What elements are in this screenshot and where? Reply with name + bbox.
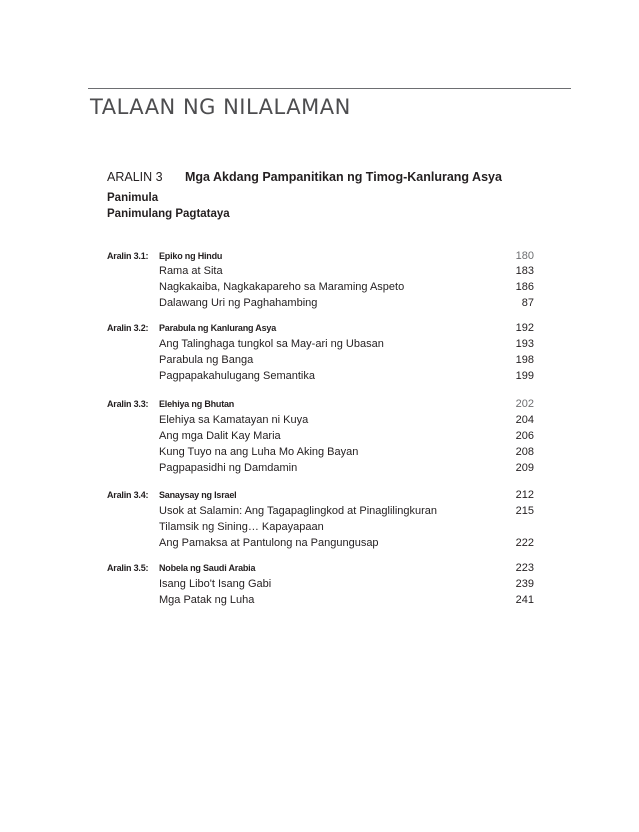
page-number: 199 — [515, 370, 534, 382]
section-label: Aralin 3.4: — [107, 490, 149, 500]
toc-entry[interactable]: Tilamsik ng Sining… Kapayapaan — [159, 521, 324, 533]
top-divider — [88, 88, 571, 89]
toc-entry[interactable]: Usok at Salamin: Ang Tagapaglingkod at Pinaglilingkuran — [159, 505, 438, 517]
page-number: 206 — [515, 430, 534, 442]
page-number: 215 — [515, 505, 534, 517]
page-number: 180 — [515, 250, 534, 262]
lesson-number: ARALIN 3 — [107, 170, 163, 184]
page-number: 241 — [515, 594, 534, 606]
page-number: 192 — [515, 322, 534, 334]
toc-entry[interactable]: Pagpapakahulugang Semantika — [159, 370, 315, 382]
toc-entry[interactable]: Mga Patak ng Luha — [159, 594, 255, 606]
section-label: Aralin 3.1: — [107, 251, 149, 261]
section-title[interactable]: Nobela ng Saudi Arabia — [159, 563, 256, 573]
section-label: Aralin 3.3: — [107, 399, 149, 409]
intro-item[interactable]: Panimulang Pagtataya — [107, 208, 230, 220]
section-label: Aralin 3.2: — [107, 323, 149, 333]
page-number: 202 — [515, 398, 534, 410]
section-title[interactable]: Parabula ng Kanlurang Asya — [159, 323, 276, 333]
toc-entry[interactable]: Rama at Sita — [159, 265, 223, 277]
page-number: 183 — [515, 265, 534, 277]
page-number: 222 — [515, 537, 534, 549]
toc-entry[interactable]: Dalawang Uri ng Paghahambing — [159, 297, 318, 309]
toc-entry[interactable]: Elehiya sa Kamatayan ni Kuya — [159, 414, 309, 426]
page-number: 193 — [515, 338, 534, 350]
page-number: 87 — [521, 297, 534, 309]
section-label: Aralin 3.5: — [107, 563, 149, 573]
page-number: 204 — [515, 414, 534, 426]
page-number: 212 — [515, 489, 534, 501]
page-number: 186 — [515, 281, 534, 293]
intro-item[interactable]: Panimula — [107, 192, 159, 204]
page-number: 209 — [515, 462, 534, 474]
page-number: 208 — [515, 446, 534, 458]
toc-entry[interactable]: Ang Talinghaga tungkol sa May-ari ng Ubasan — [159, 338, 384, 350]
toc-entry[interactable]: Isang Libo't Isang Gabi — [159, 578, 272, 590]
lesson-title: Mga Akdang Pampanitikan ng Timog-Kanlurang Asya — [185, 170, 502, 184]
page-number: 239 — [515, 578, 534, 590]
page-title: TALAAN NG NILALAMAN — [90, 95, 351, 119]
page-number: 223 — [515, 562, 534, 574]
page-number: 198 — [515, 354, 534, 366]
toc-entry[interactable]: Ang mga Dalit Kay Maria — [159, 430, 281, 442]
section-title[interactable]: Elehiya ng Bhutan — [159, 399, 235, 409]
section-title[interactable]: Sanaysay ng Israel — [159, 490, 237, 500]
toc-entry[interactable]: Nagkakaiba, Nagkakapareho sa Maraming Aspeto — [159, 281, 405, 293]
toc-entry[interactable]: Pagpapasidhi ng Damdamin — [159, 462, 298, 474]
toc-entry[interactable]: Parabula ng Banga — [159, 354, 254, 366]
toc-entry[interactable]: Ang Pamaksa at Pantulong na Pangungusap — [159, 537, 379, 549]
toc-entry[interactable]: Kung Tuyo na ang Luha Mo Aking Bayan — [159, 446, 359, 458]
section-title[interactable]: Epiko ng Hindu — [159, 251, 223, 261]
